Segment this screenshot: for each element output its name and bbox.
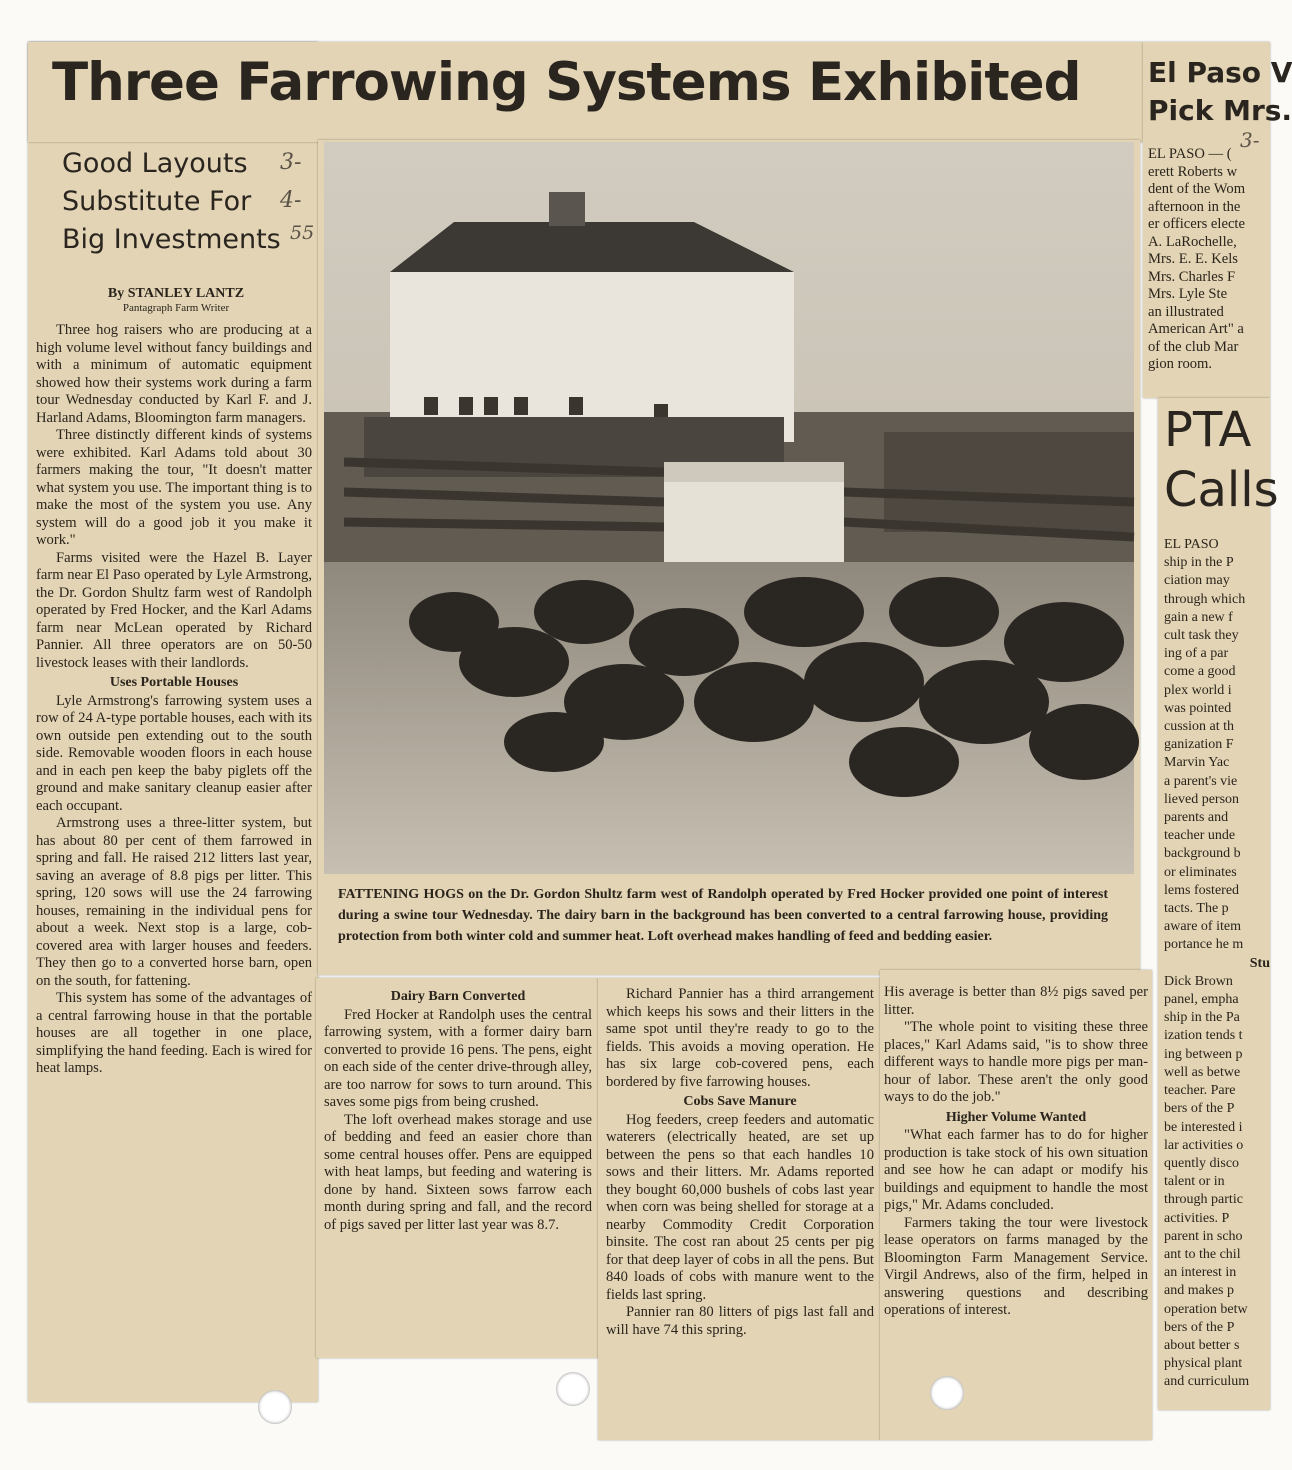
text-line: ciation may — [1164, 573, 1230, 589]
text-line: lems fostered — [1164, 882, 1240, 898]
paragraph: The loft overhead makes storage and use of bedding and feed an easier chore than some central houses offer. Pens are equipped with heat lamps, but feeding and watering is done by hand. Sixteen sows farrow each month during spring and fall, and the record of pigs saved per litter last year was 8.7. — [324, 1111, 592, 1233]
text-line: ship in the P — [1164, 555, 1234, 571]
text-line: Stu — [1249, 955, 1270, 971]
subheading: Dairy Barn Converted — [390, 989, 526, 1004]
right-top-headline-1: El Paso V — [1148, 56, 1292, 89]
right-top-handwritten: 3- — [1240, 128, 1260, 152]
right-top-headline-2: Pick Mrs. — [1148, 94, 1292, 127]
text-line: teacher unde — [1164, 828, 1236, 844]
text-line: ship in the Pa — [1164, 1010, 1240, 1026]
text-line: operation betw — [1164, 1301, 1248, 1317]
paragraph: Farms visited were the Hazel B. Layer farm near El Paso operated by Lyle Armstrong, the Dr. Gordon Shultz farm west of Randolph operated by Fred Hocker, and the Karl Adams farm near McLean operated by Richard Pannier. All three operators are on 50-50 livestock leases with their landlords. — [36, 549, 312, 671]
photo-caption: FATTENING HOGS on the Dr. Gordon Shultz farm west of Randolph operated by Fred Hocker provided one point of interest during a swine tour Wednesday. The dairy barn in the background has been converted to a central farrowing house, providing protection from both winter cold and summer heat. Loft overhead makes handling of feed and bedding easier. — [338, 887, 1108, 944]
text-line: ganization F — [1164, 737, 1234, 753]
text-line: teacher. Pare — [1164, 1083, 1236, 1099]
text-line: be interested i — [1164, 1119, 1243, 1135]
text-line: Mrs. E. E. Kels — [1148, 251, 1238, 267]
text-line: erett Roberts w — [1148, 163, 1238, 180]
text-line: was pointed — [1164, 700, 1232, 716]
text-line: ant to the chil — [1164, 1246, 1241, 1262]
text-line: an interest in — [1164, 1265, 1237, 1281]
text-line: and curriculum — [1164, 1374, 1250, 1390]
text-line: tacts. The p — [1164, 901, 1229, 917]
subheading: Higher Volume Wanted — [945, 1109, 1087, 1125]
text-line: Dick Brown — [1164, 973, 1233, 989]
text-line: ing of a par — [1164, 646, 1229, 662]
text-line: through which — [1164, 591, 1246, 607]
main-headline: Three Farrowing Systems Exhibited — [52, 52, 1081, 113]
text-line: come a good — [1164, 664, 1236, 680]
text-line: about better s — [1164, 1337, 1240, 1353]
text-line: a parent's vie — [1164, 773, 1238, 789]
text-line: A. LaRochelle, — [1148, 233, 1237, 250]
text-line: bers of the P — [1164, 1101, 1235, 1117]
column-3-text — [606, 986, 874, 1436]
right-bottom-headline-1: PTA — [1164, 402, 1252, 458]
paragraph: Armstrong uses a three-litter system, but has about 80 per cent of them farrowed in spring and fall. He raised 212 litters last year, saving an average of 8.8 pigs per litter. This spring, 120 sows will use the 24 farrowing houses, remaining in the individual pens for about a week. Next stop is a large, cob-covered area with larger houses and feeders. They then go to a converted horse barn, open on the south, for fattening. — [36, 815, 312, 989]
right-top-text — [1148, 146, 1270, 396]
handwritten-date-1: 3- — [280, 150, 302, 175]
punch-hole — [930, 1376, 964, 1410]
text-line: Mrs. Charles F — [1148, 268, 1236, 285]
text-line: Marvin Yac — [1164, 755, 1230, 771]
subhead-line-3: Big Investments — [62, 224, 281, 255]
paragraph: Fred Hocker at Randolph uses the central farrowing system, with a former dairy barn converted to provide 16 pens. The pens, eight on each side of the center drive-through alley, are too narrow for sows to turn around. This saves some pigs from being crushed. — [324, 1006, 592, 1110]
text-line: well as betwe — [1164, 1064, 1241, 1080]
paragraph: Pannier ran 80 litters of pigs last fall and will have 74 this spring. — [606, 1304, 874, 1338]
punch-hole — [556, 1372, 590, 1406]
text-line: physical plant — [1164, 1356, 1243, 1372]
subheading: Uses Portable Houses — [109, 675, 239, 690]
text-line: afternoon in the — [1148, 198, 1241, 215]
paragraph: "The whole point to visiting these three places," Karl Adams said, "is to show three different ways to handle more pigs per man-hour of labor. These aren't the only good ways to do the job." — [884, 1019, 1148, 1105]
paragraph: His average is better than 8½ pigs saved per litter. — [884, 984, 1148, 1018]
text-line: ing between p — [1164, 1046, 1243, 1062]
text-line: lar activities o — [1164, 1137, 1244, 1153]
subheading: Cobs Save Manure — [683, 1094, 797, 1109]
text-line: plex world i — [1164, 682, 1232, 698]
paragraph: Richard Pannier has a third arrangement which keeps his sows and their litters in the same spot until they're ready to go to the fields. This avoids a moving operation. He has six large cob-covered pens, each bordered by five farrowing houses. — [606, 986, 874, 1090]
paragraph: Farmers taking the tour were livestock lease operators on farms managed by the Bloomington Farm Management Service. Virgil Andrews, also of the firm, helped in answering questions and describing operations of interest. — [884, 1214, 1148, 1318]
text-line: EL PASO — [1164, 537, 1219, 552]
text-line: lieved person — [1164, 791, 1240, 807]
handwritten-date-2: 4- — [280, 188, 302, 213]
text-line: an illustrated — [1148, 303, 1224, 320]
text-line: activities. P — [1164, 1210, 1230, 1226]
byline: By STANLEY LANTZ — [107, 286, 245, 301]
byline-title: Pantagraph Farm Writer — [122, 302, 230, 314]
punch-hole — [258, 1390, 292, 1424]
text-line: dent of the Wom — [1148, 181, 1246, 197]
text-line: through partic — [1164, 1192, 1243, 1208]
text-line: talent or in — [1164, 1174, 1225, 1190]
subhead-line-2: Substitute For — [62, 186, 252, 217]
paragraph: "What each farmer has to do for higher production is take stock of his own situation and see how he can adapt or modify his buildings and equipment to handle the most pigs," Mr. Adams concluded. — [884, 1127, 1148, 1213]
text-line: bers of the P — [1164, 1319, 1235, 1335]
text-line: cussion at th — [1164, 719, 1234, 735]
text-line: parents and — [1164, 810, 1229, 826]
text-line: background b — [1164, 846, 1241, 862]
paragraph: Hog feeders, creep feeders and automatic waterers (electrically heated, are set up between the pens so that each handles 10 sows and their litters. Mr. Adams reported they bought 60,000 bushels of cobs last year when corn was being shelled for storage at a nearby Commodity Credit Corporation binsite. The cost ran about 25 cents per pig for that deep layer of cobs in all the pens. But 840 loads of cobs with manure went to the fields last spring. — [606, 1111, 874, 1303]
handwritten-date-3: 55 — [290, 222, 315, 244]
paragraph: Three hog raisers who are producing at a high volume level without fancy buildings and with a minimum of automatic equipment showed how their systems work during a farm tour Wednesday conducted by Karl F. and J. Harland Adams, Bloomington farm managers. — [36, 322, 312, 426]
text-line: quently disco — [1164, 1155, 1240, 1171]
column-4-text — [884, 984, 1148, 1436]
text-line: panel, empha — [1164, 992, 1239, 1008]
text-line: cult task they — [1164, 628, 1239, 644]
text-line: American Art" a — [1148, 321, 1244, 337]
paragraph: Lyle Armstrong's farrowing system uses a row of 24 A-type portable houses, each with its own outside pen extending out to the south side. Removable wooden floors in each house and in each pen keep the baby piglets off the ground and make sanitary cleanup easier after each occupant. — [36, 692, 313, 814]
text-line: and makes p — [1164, 1283, 1234, 1299]
text-line: EL PASO — ( — [1148, 146, 1232, 162]
text-line: of the club Mar — [1148, 338, 1239, 355]
text-line: gion room. — [1148, 356, 1213, 372]
subhead-line-1: Good Layouts — [62, 148, 248, 179]
text-line: gain a new f — [1164, 609, 1233, 625]
text-line: parent in scho — [1164, 1228, 1243, 1244]
text-line: aware of item — [1164, 919, 1241, 935]
photograph-hogs-barn — [324, 142, 1134, 874]
text-line: portance he m — [1164, 937, 1244, 953]
text-line: or eliminates — [1164, 864, 1237, 880]
column-2-text — [324, 986, 592, 1354]
text-line: er officers electe — [1148, 216, 1245, 232]
right-bottom-headline-2: Calls — [1164, 462, 1279, 518]
right-bottom-text — [1164, 536, 1270, 1406]
text-line: ization tends t — [1164, 1028, 1243, 1044]
subhead — [62, 145, 281, 259]
column-1-text — [36, 322, 312, 1392]
paragraph: This system has some of the advantages of a central farrowing house in that the portable houses are all together in one place, simplifying the hand feeding. Each is wired for heat lamps. — [36, 990, 312, 1076]
text-line: Mrs. Lyle Ste — [1148, 286, 1228, 302]
paragraph: Three distinctly different kinds of systems were exhibited. Karl Adams told about 30 farmers making the tour, "It doesn't matter what system you use. The important thing is to make the most of the system you use. Any system will do a good job it you make it work." — [36, 427, 312, 548]
